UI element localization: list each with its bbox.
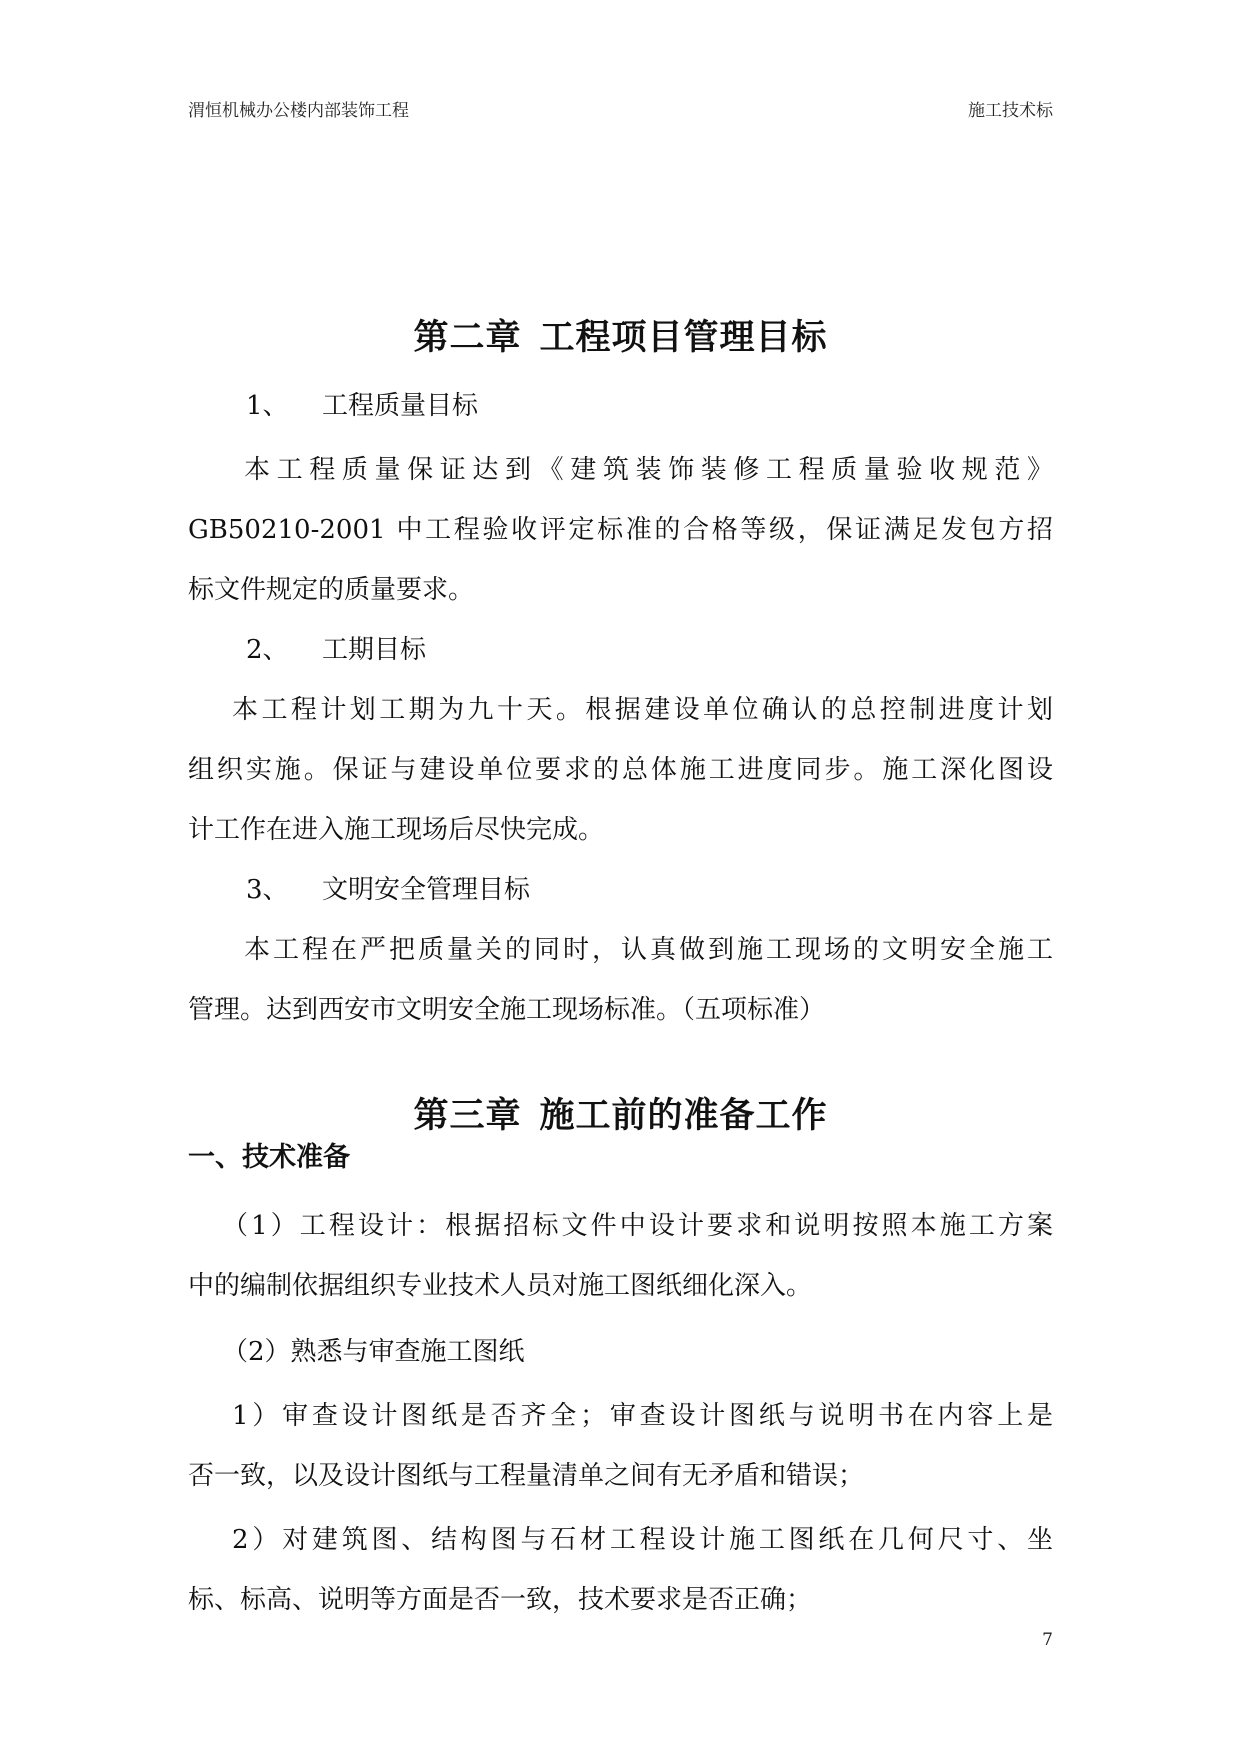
item-1-number: 1、	[246, 391, 289, 421]
prep-paragraph-line: （1）工程设计：根据招标文件中设计要求和说明按照本施工方案	[222, 1211, 1053, 1241]
prep-paragraph-line: 标、标高、说明等方面是否一致，技术要求是否正确；	[188, 1585, 813, 1615]
chapter-2-title	[188, 310, 1053, 366]
item-2-heading	[188, 620, 1053, 680]
item-3-heading	[188, 860, 1053, 920]
prep-paragraph-line: 否一致，以及设计图纸与工程量清单之间有无矛盾和错误；	[188, 1461, 865, 1491]
item-1-paragraph-line: 标文件规定的质量要求。	[188, 575, 475, 605]
item-2-paragraph-line: 计工作在进入施工现场后尽快完成。	[188, 815, 605, 845]
item-3-paragraph-line: 本工程在严把质量关的同时，认真做到施工现场的文明安全施工	[244, 935, 1053, 965]
item-2-label: 工期目标	[322, 635, 427, 665]
item-1-paragraph-line: GB50210-2001 中工程验收评定标准的合格等级，保证满足发包方招	[188, 515, 1053, 545]
page-body	[188, 310, 1053, 1630]
page-header	[188, 96, 1053, 126]
prep-paragraph-line: 2）对建筑图、结构图与石材工程设计施工图纸在几何尺寸、坐	[232, 1525, 1053, 1555]
item-2-paragraph-line: 本工程计划工期为九十天。根据建设单位确认的总控制进度计划	[232, 695, 1053, 725]
prep-paragraph-line: 中的编制依据组织专业技术人员对施工图纸细化深入。	[188, 1271, 813, 1301]
chapter-3-number: 第三章	[413, 1096, 522, 1136]
chapter-2-number: 第二章	[413, 318, 522, 358]
item-3-number: 3、	[246, 875, 289, 905]
header-project-title: 渭恒机械办公楼内部装饰工程	[188, 101, 409, 121]
page-number: 7	[1042, 1630, 1053, 1650]
prep-subheading: （2）熟悉与审查施工图纸	[222, 1337, 525, 1367]
item-2-number: 2、	[246, 635, 289, 665]
item-1-label: 工程质量目标	[322, 391, 479, 421]
item-1-paragraph-line: 本工程质量保证达到《建筑装饰装修工程质量验收规范》	[244, 455, 1053, 485]
item-2-paragraph-line: 组织实施。保证与建设单位要求的总体施工进度同步。施工深化图设	[188, 755, 1053, 785]
prep-paragraph-line: 1）审查设计图纸是否齐全；审查设计图纸与说明书在内容上是	[232, 1401, 1053, 1431]
item-3-label: 文明安全管理目标	[322, 875, 531, 905]
item-3-paragraph-line: 管理。达到西安市文明安全施工现场标准。（五项标准）	[188, 995, 826, 1025]
chapter-2-name: 工程项目管理目标	[539, 318, 828, 358]
chapter-3-name: 施工前的准备工作	[539, 1096, 828, 1136]
header-document-type: 施工技术标	[968, 101, 1053, 121]
item-1-heading	[188, 376, 1053, 436]
section-technical-preparation: 一、技术准备	[188, 1142, 350, 1173]
